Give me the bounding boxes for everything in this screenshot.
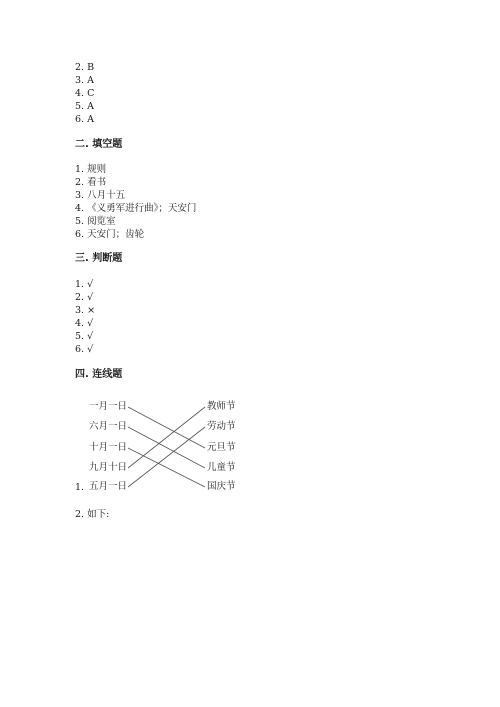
answer-line: 2. √ [75,292,94,303]
section-heading-fill-blank: 二. 填空题 [75,139,123,150]
answer-line: 2. 看书 [75,177,107,188]
left-date-label: 九月十日 [89,462,128,473]
answer-line: 5. A [75,101,94,112]
match-line [128,448,205,487]
item-number: 1. [75,482,85,493]
answer-line: 3. × [75,305,96,316]
answer-line: 2. 如下: [75,509,110,520]
left-date-label: 五月一日 [89,481,128,492]
left-date-label: 十月一日 [89,442,128,453]
match-line [128,407,205,448]
answer-line: 4. 《义勇军进行曲》；天安门 [75,203,197,214]
answer-line: 6. √ [75,344,94,355]
match-line [128,427,205,487]
right-festival-label: 儿童节 [207,462,236,473]
answer-line: 6. A [75,114,94,125]
right-festival-label: 元旦节 [207,442,236,453]
answer-line: 2. B [75,62,95,73]
answer-line: 6. 天安门；齿轮 [75,229,145,240]
answer-line: 3. 八月十五 [75,190,126,201]
section-heading-true-false: 三. 判断题 [75,253,123,264]
right-festival-label: 教师节 [207,401,236,412]
left-date-label: 一月一日 [89,401,128,412]
answer-line: 3. A [75,75,94,86]
answer-line: 5. √ [75,331,94,342]
answer-line: 4. √ [75,318,94,329]
match-line [128,427,205,468]
answer-line: 1. √ [75,279,94,290]
answer-line: 5. 阅览室 [75,216,116,227]
right-festival-label: 国庆节 [207,481,236,492]
section-heading-matching: 四. 连线题 [75,369,123,380]
answer-line: 1. 规则 [75,164,107,175]
right-festival-label: 劳动节 [207,421,236,432]
answer-line: 4. C [75,88,95,99]
match-line [128,407,205,468]
left-date-label: 六月一日 [89,421,128,432]
